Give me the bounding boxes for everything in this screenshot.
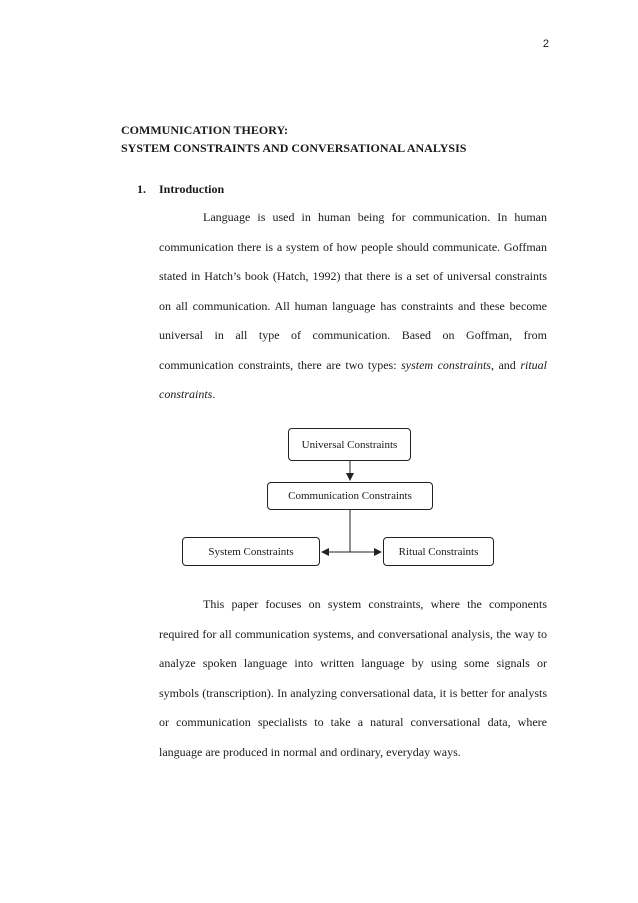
section-title: Introduction	[159, 182, 225, 196]
system-constraints-box: System Constraints	[182, 537, 320, 566]
page-number: 2	[542, 38, 549, 50]
title-line-2: SYSTEM CONSTRAINTS AND CONVERSATIONAL ANALYSIS	[121, 141, 467, 155]
intro-connector: , and	[490, 357, 521, 372]
section-number: 1.	[137, 182, 146, 196]
universal-constraints-box: Universal Constraints	[288, 428, 411, 461]
ritual-constraints-box: Ritual Constraints	[383, 537, 494, 566]
title-line-1: COMMUNICATION THEORY:	[121, 123, 289, 137]
ritual-constraints-term: ritual constraints	[159, 357, 547, 401]
intro-end: .	[212, 387, 216, 401]
focus-paragraph-text: This paper focuses on system constraints, where the components required for all communication systems, and conversational analysis, the way to analyze spoken language into written language by using some signals or symbols (transcription). In analyzing conversational data, it is better for analysts or communication specialists to take a natural conversational data, where language are produced in normal and ordinary, everyday ways.	[159, 597, 547, 759]
communication-constraints-box: Communication Constraints	[267, 482, 433, 510]
system-constraints-term: system constraints	[401, 357, 491, 372]
focus-paragraph	[159, 590, 547, 767]
intro-paragraph-text: Language is used in human being for communication. In human communication there is a system of how people should communicate. Goffman stated in Hatch’s book (Hatch, 1992) that there is a set of universal constraints on all communication. All human language has constraints and these become universal in all type of communication. Based on Goffman, from communication constraints, there are two types:	[159, 210, 547, 372]
